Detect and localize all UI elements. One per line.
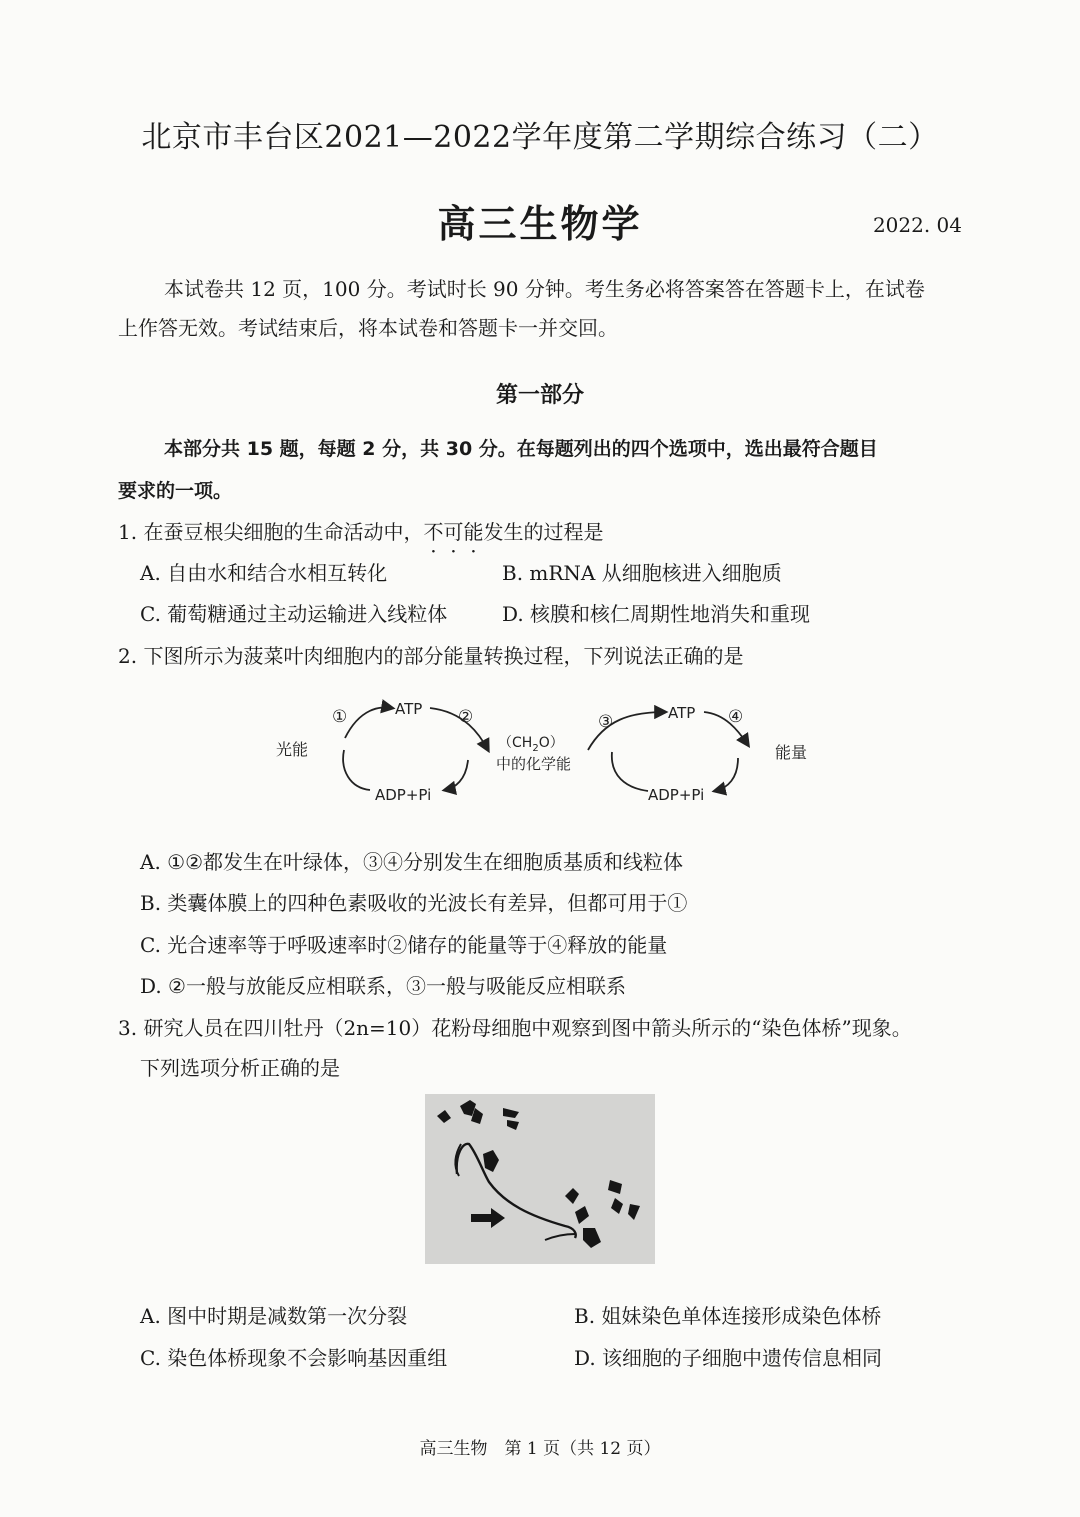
q1-stem bbox=[118, 516, 603, 545]
q2-option-b: B. 类囊体膜上的四种色素吸收的光波长有差异，但都可用于① bbox=[140, 891, 688, 915]
q2-option-d: D. ②一般与放能反应相联系，③一般与吸能反应相联系 bbox=[140, 974, 626, 998]
intro-line-1: 本试卷共 12 页，100 分。考试时长 90 分钟。考生务必将答案答在答题卡上，在试卷 bbox=[164, 277, 925, 301]
label-n4: ④ bbox=[728, 707, 744, 727]
q3-stem-line-1: 3. 研究人员在四川牡丹（2n=10）花粉母细胞中观察到图中箭头所示的“染色体桥”现象。 bbox=[118, 1016, 912, 1040]
arrow-adp-return-right bbox=[612, 752, 648, 791]
q3-option-c: C. 染色体桥现象不会影响基因重组 bbox=[140, 1346, 448, 1370]
energy-conversion-diagram bbox=[270, 690, 830, 808]
label-adp-right: ADP+Pi bbox=[648, 786, 705, 804]
part-instruction-1: 本部分共 15 题，每题 2 分，共 30 分。在每题列出的四个选项中，选出最符合题目 bbox=[164, 438, 878, 460]
q1-emph-2: 可 bbox=[443, 520, 464, 544]
label-n1: ① bbox=[332, 707, 348, 727]
q2-option-c: C. 光合速率等于呼吸速率时②储存的能量等于④释放的能量 bbox=[140, 933, 668, 957]
q1-stem-after: 发生的过程是 bbox=[483, 520, 604, 544]
q3-option-a: A. 图中时期是减数第一次分裂 bbox=[140, 1304, 408, 1328]
q3-option-b: B. 姐妹染色单体连接形成染色体桥 bbox=[574, 1304, 882, 1328]
label-chemical-energy: 中的化学能 bbox=[496, 755, 572, 773]
label-atp-left: ATP bbox=[395, 700, 423, 718]
q1-option-a: A. 自由水和结合水相互转化 bbox=[140, 561, 388, 585]
q3-option-d: D. 该细胞的子细胞中遗传信息相同 bbox=[574, 1346, 883, 1370]
q2-stem: 2. 下图所示为菠菜叶肉细胞内的部分能量转换过程，下列说法正确的是 bbox=[118, 644, 744, 668]
q2-option-a: A. ①②都发生在叶绿体，③④分别发生在细胞质基质和线粒体 bbox=[140, 850, 684, 874]
micrograph-drawing bbox=[425, 1094, 655, 1264]
chromosome-bridge-micrograph bbox=[425, 1094, 655, 1264]
label-ch2o-prefix: （CH bbox=[498, 735, 533, 751]
q1-option-d: D. 核膜和核仁周期性地消失和重现 bbox=[502, 602, 811, 626]
part-instruction-2: 要求的一项。 bbox=[118, 480, 233, 502]
q1-emph-3: 能 bbox=[463, 520, 484, 544]
arrow-adp-return-left bbox=[343, 750, 370, 790]
label-ch2o-sub: 2 bbox=[532, 743, 539, 754]
label-adp-left: ADP+Pi bbox=[375, 786, 432, 804]
label-n2: ② bbox=[458, 707, 474, 727]
exam-date: 2022. 04 bbox=[872, 213, 962, 237]
label-light-energy: 光能 bbox=[276, 740, 309, 759]
q1-emph-1: 不 bbox=[423, 520, 444, 544]
arrow-to-adp-left bbox=[445, 760, 468, 790]
label-ch2o bbox=[498, 735, 564, 754]
label-n3: ③ bbox=[598, 712, 614, 732]
part-heading: 第一部分 bbox=[495, 382, 584, 408]
label-energy: 能量 bbox=[775, 743, 808, 762]
intro-line-2: 上作答无效。考试结束后，将本试卷和答题卡一并交回。 bbox=[118, 316, 618, 340]
page-footer: 高三生物 第 1 页（共 12 页） bbox=[419, 1439, 661, 1459]
arrow-light-to-atp bbox=[345, 707, 392, 738]
label-atp-right: ATP bbox=[668, 704, 696, 722]
exam-title: 北京市丰台区2021—2022学年度第二学期综合练习（二） bbox=[141, 120, 939, 155]
subject-title: 高三生物学 bbox=[437, 201, 643, 246]
q1-option-b: B. mRNA 从细胞核进入细胞质 bbox=[502, 561, 782, 585]
q1-option-c: C. 葡萄糖通过主动运输进入线粒体 bbox=[140, 602, 448, 626]
q1-stem-before: 1. 在蚕豆根尖细胞的生命活动中， bbox=[118, 520, 424, 544]
q3-stem-line-2: 下列选项分析正确的是 bbox=[140, 1056, 340, 1080]
arrow-to-adp-right bbox=[715, 758, 738, 791]
label-ch2o-suffix: O） bbox=[538, 735, 564, 751]
